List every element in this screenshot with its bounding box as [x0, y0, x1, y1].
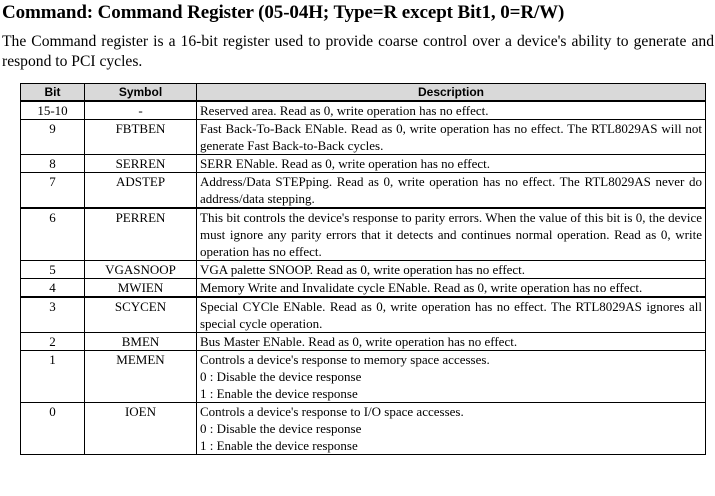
description-line: Special CYCle ENable. Read as 0, write operation has no effect. The RTL8029AS ignores all special cycle operation. — [200, 299, 702, 331]
table-row — [21, 155, 706, 173]
cell-bit: 5 — [21, 261, 85, 279]
cell-description — [197, 120, 706, 155]
cell-symbol: PERREN — [85, 208, 197, 261]
cell-symbol: VGASNOOP — [85, 261, 197, 279]
cell-description — [197, 333, 706, 351]
table-row — [21, 351, 706, 403]
description-line: 0 : Disable the device response — [200, 421, 362, 436]
cell-bit: 4 — [21, 279, 85, 298]
header-description: Description — [197, 84, 706, 102]
table-row — [21, 403, 706, 455]
description-line: VGA palette SNOOP. Read as 0, write operation has no effect. — [200, 262, 526, 277]
table-row — [21, 297, 706, 333]
cell-description — [197, 351, 706, 403]
cell-symbol: SERREN — [85, 155, 197, 173]
description-line: 1 : Enable the device response — [200, 438, 358, 453]
cell-description — [197, 403, 706, 455]
cell-bit: 3 — [21, 297, 85, 333]
table-body — [21, 101, 706, 455]
cell-bit: 0 — [21, 403, 85, 455]
table-header-row — [21, 84, 706, 102]
table-row — [21, 208, 706, 261]
table-row — [21, 173, 706, 209]
description-line: 1 : Enable the device response — [200, 386, 358, 401]
table-row — [21, 279, 706, 298]
cell-symbol: IOEN — [85, 403, 197, 455]
description-line: Controls a device's response to I/O space accesses. — [200, 404, 464, 419]
cell-bit: 9 — [21, 120, 85, 155]
description-line: This bit controls the device's response to parity errors. When the value of this bit is 0, the device must ignore any parity errors that it detects and continues normal operation. Read as 0, write operation has no effect. — [200, 210, 702, 259]
table-row — [21, 261, 706, 279]
cell-description — [197, 155, 706, 173]
cell-symbol: FBTBEN — [85, 120, 197, 155]
description-line: Address/Data STEPping. Read as 0, write operation has no effect. The RTL8029AS never do address/data stepping. — [200, 174, 702, 206]
cell-bit: 15-10 — [21, 101, 85, 120]
cell-bit: 6 — [21, 208, 85, 261]
description-line: Bus Master ENable. Read as 0, write operation has no effect. — [200, 334, 518, 349]
cell-symbol: SCYCEN — [85, 297, 197, 333]
cell-symbol: - — [85, 101, 197, 120]
cell-description — [197, 297, 706, 333]
intro-paragraph: The Command register is a 16-bit register used to provide coarse control over a device's ability to generate and respond to PCI cycles. — [2, 33, 714, 70]
cell-description — [197, 261, 706, 279]
cell-bit: 2 — [21, 333, 85, 351]
header-bit: Bit — [21, 84, 85, 102]
description-line: 0 : Disable the device response — [200, 369, 362, 384]
cell-description — [197, 208, 706, 261]
description-line: Memory Write and Invalidate cycle ENable. Read as 0, write operation has no effect. — [200, 280, 643, 295]
cell-bit: 1 — [21, 351, 85, 403]
cell-symbol: MWIEN — [85, 279, 197, 298]
cell-description — [197, 279, 706, 298]
description-line: Controls a device's response to memory space accesses. — [200, 352, 490, 367]
table-row — [21, 120, 706, 155]
cell-bit: 8 — [21, 155, 85, 173]
cell-symbol: ADSTEP — [85, 173, 197, 209]
description-line: Reserved area. Read as 0, write operation has no effect. — [200, 103, 489, 118]
cell-description — [197, 173, 706, 209]
command-register-table — [20, 83, 706, 455]
cell-symbol: BMEN — [85, 333, 197, 351]
cell-description — [197, 101, 706, 120]
description-line: Fast Back-To-Back ENable. Read as 0, write operation has no effect. The RTL8029AS will not generate Fast Back-to-Back cycles. — [200, 121, 702, 153]
cell-bit: 7 — [21, 173, 85, 209]
section-heading: Command: Command Register (05-04H; Type=R except Bit1, 0=R/W) — [2, 2, 565, 23]
table-row — [21, 101, 706, 120]
header-symbol: Symbol — [85, 84, 197, 102]
description-line: SERR ENable. Read as 0, write operation has no effect. — [200, 156, 491, 171]
table-row — [21, 333, 706, 351]
cell-symbol: MEMEN — [85, 351, 197, 403]
